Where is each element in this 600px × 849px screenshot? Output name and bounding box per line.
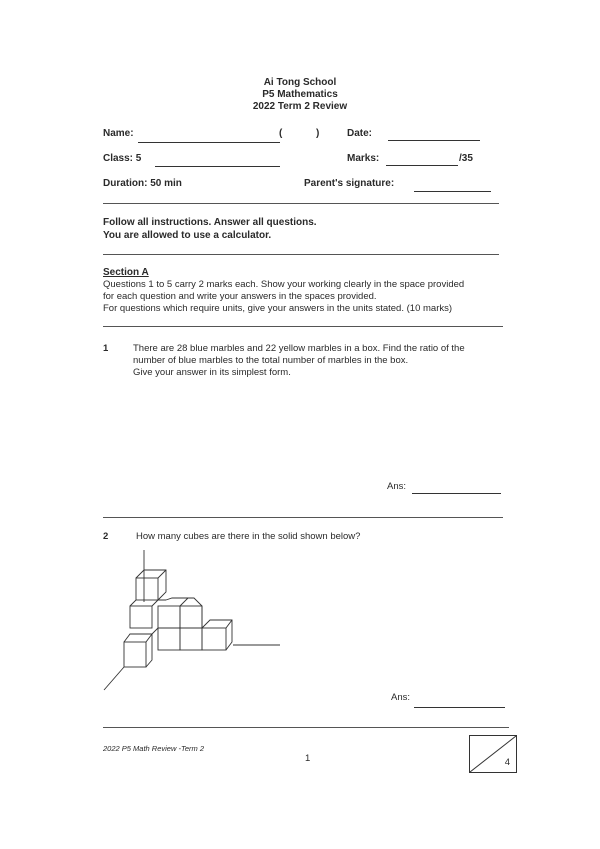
divider	[103, 326, 503, 327]
subject-title: P5 Mathematics	[262, 89, 338, 100]
marks-total: /35	[459, 153, 473, 164]
question-number: 1	[103, 343, 109, 354]
date-label: Date:	[347, 128, 373, 139]
question-number: 2	[103, 531, 109, 542]
question-text-line-3: Give your answer in its simplest form.	[133, 367, 291, 378]
marks-field[interactable]	[386, 165, 458, 166]
answer-field[interactable]	[414, 707, 505, 708]
divider	[103, 203, 499, 204]
question-text-line-1: How many cubes are there in the solid shown below?	[136, 531, 361, 542]
class-number-paren-close: )	[316, 128, 320, 139]
page-number: 1	[305, 753, 311, 764]
section-instructions-line-1: Questions 1 to 5 carry 2 marks each. Show your working clearly in the space provided	[103, 279, 465, 290]
answer-field[interactable]	[412, 493, 501, 494]
marks-box-value: 4	[504, 757, 510, 768]
marks-label: Marks:	[347, 153, 380, 164]
marks-box	[469, 735, 517, 773]
question-text-line-1: There are 28 blue marbles and 22 yellow marbles in a box. Find the ratio of the	[133, 343, 465, 354]
question-text-line-2: number of blue marbles to the total number of marbles in the box.	[133, 355, 409, 366]
class-number-paren-open: (	[279, 128, 283, 139]
footer-title: 2022 P5 Math Review -Term 2	[103, 744, 205, 753]
cube-solid-diagram	[100, 550, 290, 695]
date-field[interactable]	[388, 140, 480, 141]
divider	[103, 254, 499, 255]
instructions-line-1: Follow all instructions. Answer all questions.	[103, 217, 317, 228]
section-instructions-line-2: for each question and write your answers in the spaces provided.	[103, 291, 377, 302]
answer-label: Ans:	[387, 481, 407, 492]
section-instructions-line-3: For questions which require units, give your answers in the units stated. (10 marks)	[103, 303, 453, 314]
section-title: Section A	[103, 267, 149, 278]
instructions-line-2: You are allowed to use a calculator.	[103, 230, 272, 241]
class-label: Class: 5	[103, 153, 142, 164]
name-label: Name:	[103, 128, 134, 139]
school-name: Ai Tong School	[263, 77, 337, 88]
answer-label: Ans:	[391, 692, 411, 703]
exam-title: 2022 Term 2 Review	[252, 101, 348, 112]
duration-label: Duration: 50 min	[103, 178, 182, 189]
class-field[interactable]	[155, 166, 280, 167]
parent-signature-label: Parent's signature:	[304, 178, 395, 189]
divider	[103, 727, 509, 728]
parent-signature-field[interactable]	[414, 191, 491, 192]
name-field[interactable]	[138, 142, 280, 143]
divider	[103, 517, 503, 518]
